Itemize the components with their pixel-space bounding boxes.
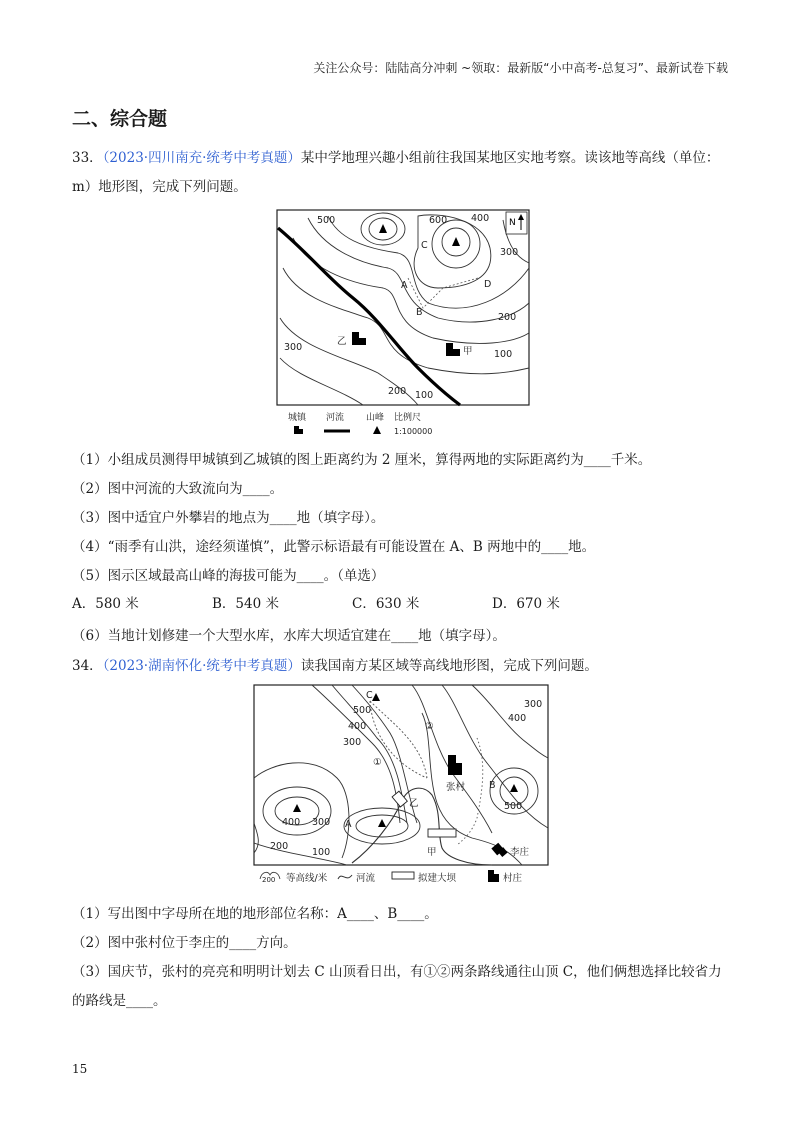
legend-river-icon — [338, 875, 352, 879]
peak-icon — [452, 237, 460, 246]
legend-town-label: 城镇 — [288, 413, 307, 423]
label-100-right: 100 — [494, 349, 513, 360]
q33-intro — [72, 144, 732, 202]
q34-number: 34． — [72, 658, 103, 674]
q34-source: （2023·湖南怀化·统考中考真题） — [102, 658, 301, 674]
legend-town-icon — [298, 429, 303, 434]
q33-option-c: C．630 米 — [352, 596, 420, 612]
label-100-bottom: 100 — [415, 390, 434, 401]
label-200: 200 — [270, 841, 289, 852]
q34-contour-map — [252, 683, 552, 889]
q33-option-b: B．540 米 — [212, 596, 279, 612]
legend-scale-value: 1:100000 — [394, 427, 433, 436]
point-b-label: B — [416, 307, 423, 318]
dam-yi-icon — [392, 791, 407, 807]
q33-sub3: （3）图中适宜户外攀岩的地点为____地（填字母）。 — [72, 510, 385, 526]
peak-icon — [378, 819, 386, 827]
legend-village-label: 村庄 — [503, 873, 523, 884]
legend-peak-label: 山峰 — [366, 413, 385, 423]
label-300-left: 300 — [312, 817, 331, 828]
label-100: 100 — [312, 847, 331, 858]
town-yi-icon — [352, 332, 366, 345]
label-300-right: 300 — [500, 247, 519, 258]
dam-yi-label: 乙 — [409, 798, 419, 809]
legend-peak-icon — [373, 426, 381, 434]
point-c-label: C — [366, 690, 373, 701]
map-frame — [254, 685, 548, 865]
q34-intro-text: 读我国南方某区域等高线地形图，完成下列问题。 — [300, 658, 598, 674]
peak-icon — [510, 784, 518, 792]
label-400-left: 400 — [282, 817, 301, 828]
label-400: 400 — [471, 213, 490, 224]
section-title: 二、综合题 — [72, 108, 168, 130]
label-200-bottom: 200 — [388, 386, 407, 397]
point-a-label: A — [345, 819, 352, 830]
town-jia-label: 甲 — [463, 346, 473, 357]
village-lizhuang-label: 李庄 — [510, 847, 530, 858]
contour-line — [254, 763, 349, 858]
page-number: 15 — [72, 1062, 88, 1076]
legend-river-label: 河流 — [356, 873, 376, 884]
q33-option-a: A．580 米 — [72, 596, 139, 612]
contour-line — [254, 843, 347, 865]
dam-jia-label: 甲 — [427, 847, 437, 858]
q33-sub5: （5）图示区域最高山峰的海拔可能为____。（单选） — [72, 568, 385, 584]
contour-lines — [280, 213, 529, 405]
route-1-label: ① — [373, 757, 382, 768]
label-500-right: 500 — [504, 801, 523, 812]
q33-intro-text: 某中学地理兴趣小组前往我国某地区实地考察。读该地等高线（单位：m）地形图，完成下列问题。 — [72, 150, 720, 195]
q34-sub1: （1）写出图中字母所在地的地形部位名称：A____、B____。 — [72, 906, 438, 922]
q34-sub3: （3）国庆节，张村的亮亮和明明计划去 C 山顶看日出，有①②两条路线通往山顶 C，他们俩想选择比较省力的路线是____。 — [72, 964, 722, 1009]
point-d-label: D — [484, 279, 492, 290]
legend-contour-sample: 200 — [262, 876, 276, 884]
label-500: 500 — [317, 215, 336, 226]
legend-river-label: 河流 — [326, 413, 345, 423]
north-label: N — [509, 218, 516, 228]
header-note: 关注公众号：陆陆高分冲刺 ~领取：最新版“小中高考-总复习”、最新试卷下载 — [313, 61, 728, 75]
q33-sub4: （4）“雨季有山洪，途经须谨慎”，此警示标语最有可能设置在 A、B 两地中的____地。 — [72, 539, 596, 555]
point-a-label: A — [401, 280, 408, 291]
q33-contour-map — [268, 208, 538, 440]
label-200-right: 200 — [498, 312, 517, 323]
contour-a — [328, 216, 529, 308]
point-c-label: C — [421, 240, 428, 251]
q33-sub1: （1）小组成员测得甲城镇到乙城镇的图上距离约为 2 厘米，算得两地的实际距离约为____千米。 — [72, 452, 652, 468]
contour-f — [280, 358, 363, 405]
legend-village-icon — [488, 870, 499, 882]
contour-hill — [414, 215, 491, 288]
route-2-label: ② — [425, 721, 434, 732]
peak-c-icon — [372, 693, 380, 701]
label-400-right: 400 — [508, 713, 527, 724]
q34-intro — [72, 652, 732, 681]
map-frame — [277, 210, 529, 405]
legend-dam-icon — [392, 872, 414, 879]
q33-source: （2023·四川南充·统考中考真题） — [102, 150, 301, 166]
contour-lines — [254, 685, 548, 865]
q33-river — [278, 228, 460, 405]
q33-number: 33． — [72, 150, 103, 166]
contour-c — [293, 238, 529, 343]
label-600: 600 — [429, 215, 448, 226]
legend-contour-label: 等高线/米 — [286, 873, 328, 884]
legend-dam-label: 拟建大坝 — [418, 873, 457, 884]
contour-line — [254, 823, 258, 853]
label-300-left: 300 — [284, 342, 303, 353]
peak-icon — [379, 224, 387, 233]
town-jia-icon — [446, 343, 460, 356]
q34-sub2: （2）图中张村位于李庄的____方向。 — [72, 935, 297, 951]
label-300-top: 300 — [343, 737, 362, 748]
label-300-right: 300 — [524, 699, 543, 710]
peak-icon — [293, 804, 301, 812]
q33-option-d: D．670 米 — [492, 596, 560, 612]
q33-trail — [408, 278, 478, 308]
village-zhangcun-label: 张村 — [446, 782, 466, 793]
label-400-top: 400 — [348, 721, 367, 732]
q33-sub2: （2）图中河流的大致流向为____。 — [72, 481, 284, 497]
village-zhangcun-icon — [448, 755, 462, 775]
town-yi-label: 乙 — [337, 336, 347, 347]
q33-sub6: （6）当地计划修建一个大型水库，水库大坝适宜建在____地（填字母）。 — [72, 628, 506, 644]
legend-scale-label: 比例尺 — [394, 413, 422, 423]
dam-jia-icon — [428, 829, 456, 837]
label-500-top: 500 — [353, 705, 372, 716]
point-b-label: B — [489, 780, 496, 791]
